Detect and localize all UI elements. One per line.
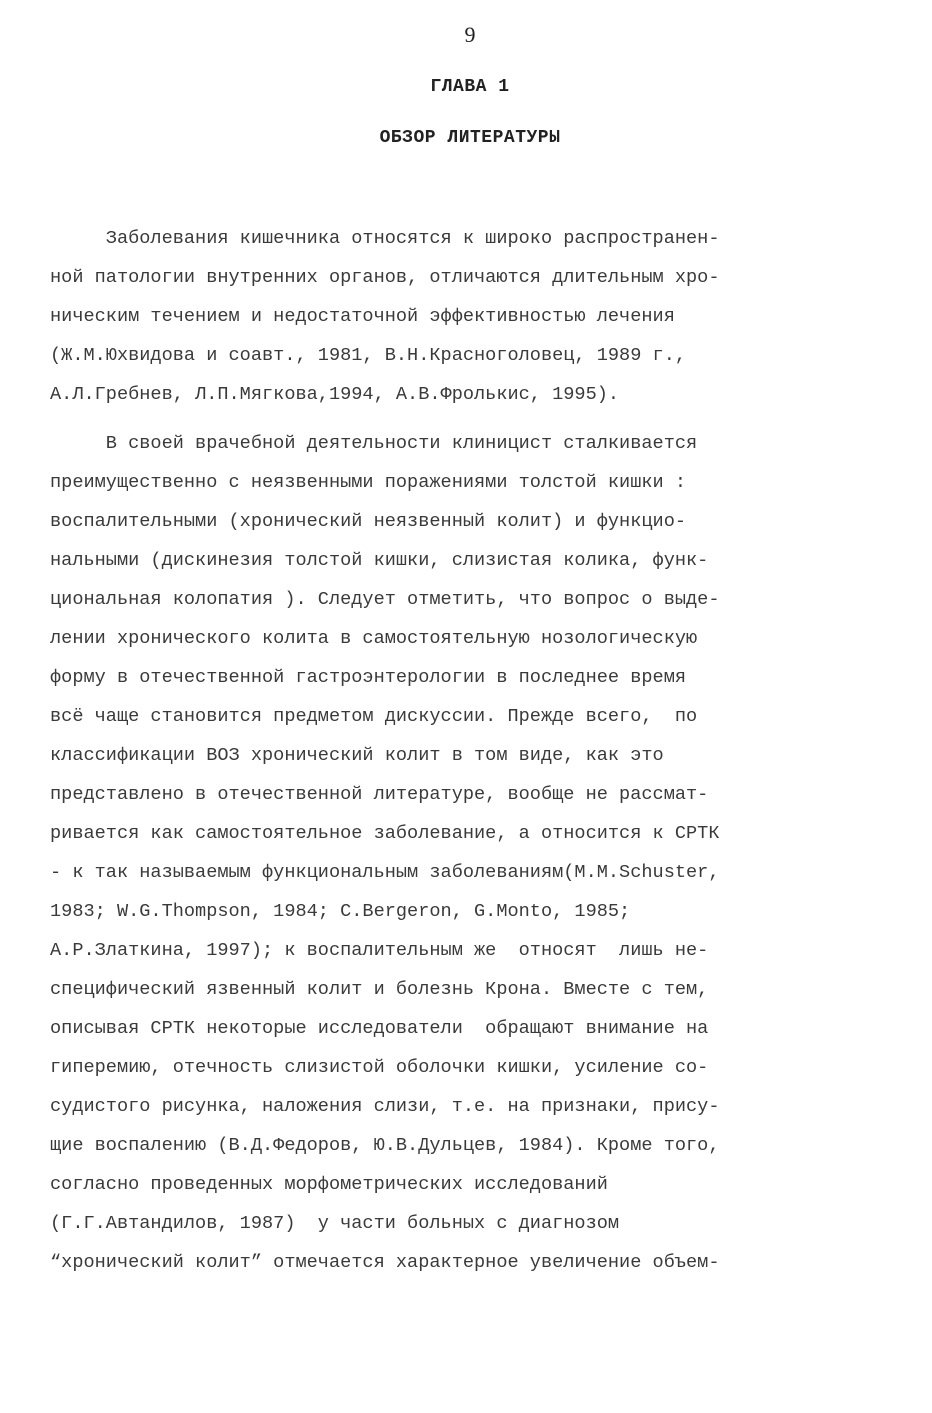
text-line: всё чаще становится предметом дискуссии. Прежде всего, по bbox=[50, 706, 698, 727]
text-line: ническим течением и недостаточной эффективностью лечения bbox=[50, 306, 675, 327]
text-line: согласно проведенных морфометрических исследований bbox=[50, 1174, 608, 1195]
text-line: ной патологии внутренних органов, отличаются длительным хро- bbox=[50, 267, 720, 288]
page-number: 9 bbox=[464, 22, 476, 47]
text-line: (Ж.М.Юхвидова и соавт., 1981, В.Н.Красноголовец, 1989 г., bbox=[50, 345, 687, 366]
text-line: (Г.Г.Автандилов, 1987) у части больных с диагнозом bbox=[50, 1213, 620, 1234]
text-line: В своей врачебной деятельности клиницист сталкивается bbox=[50, 433, 698, 454]
text-line: циональная колопатия ). Следует отметить, что вопрос о выде- bbox=[50, 589, 720, 610]
text-line: классификации ВОЗ хронический колит в том виде, как это bbox=[50, 745, 664, 766]
text-line: “хронический колит” отмечается характерное увеличение объем- bbox=[50, 1252, 720, 1273]
text-line: Заболевания кишечника относятся к широко распространен- bbox=[50, 228, 720, 249]
text-line: представлено в отечественной литературе, вообще не рассмат- bbox=[50, 784, 709, 805]
chapter-title: ГЛАВА 1 bbox=[430, 77, 510, 97]
text-line: А.Л.Гребнев, Л.П.Мягкова,1994, А.В.Фролькис, 1995). bbox=[50, 384, 620, 405]
text-line: ривается как самостоятельное заболевание, а относится к СРТК bbox=[50, 823, 720, 844]
text-line: - к так называемым функциональным заболеваниям(M.M.Schuster, bbox=[50, 862, 720, 883]
text-line: 1983; W.G.Thompson, 1984; C.Bergeron, G.Monto, 1985; bbox=[50, 901, 631, 922]
text-line: гиперемию, отечность слизистой оболочки кишки, усиление со- bbox=[50, 1057, 709, 1078]
text-line: описывая СРТК некоторые исследователи обращают внимание на bbox=[50, 1018, 709, 1039]
text-line: щие воспалению (В.Д.Федоров, Ю.В.Дульцев, 1984). Кроме того, bbox=[50, 1135, 720, 1156]
text-line: лении хронического колита в самостоятельную нозологическую bbox=[50, 628, 698, 649]
text-line: специфический язвенный колит и болезнь Крона. Вместе с тем, bbox=[50, 979, 709, 1000]
paragraph-1 bbox=[50, 219, 890, 414]
text-line: А.Р.Златкина, 1997); к воспалительным же относят лишь не- bbox=[50, 940, 709, 961]
paragraph-2 bbox=[50, 424, 890, 1282]
text-line: воспалительными (хронический неязвенный колит) и функцио- bbox=[50, 511, 687, 532]
text-line: нальными (дискинезия толстой кишки, слизистая колика, функ- bbox=[50, 550, 709, 571]
text-line: форму в отечественной гастроэнтерологии в последнее время bbox=[50, 667, 687, 688]
text-line: судистого рисунка, наложения слизи, т.е. на признаки, прису- bbox=[50, 1096, 720, 1117]
text-line: преимущественно с неязвенными поражениями толстой кишки : bbox=[50, 472, 687, 493]
section-title: ОБЗОР ЛИТЕРАТУРЫ bbox=[379, 128, 561, 148]
